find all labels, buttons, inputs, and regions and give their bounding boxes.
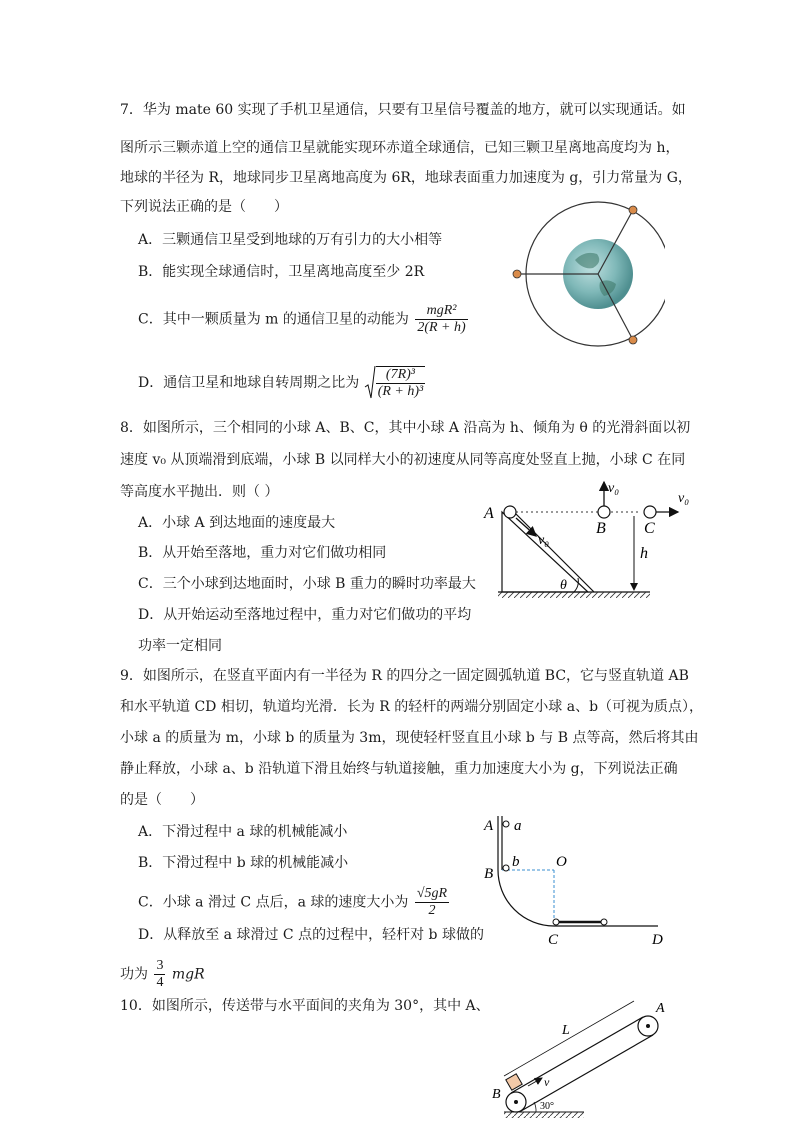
q7-figure: [505, 200, 665, 360]
q9-d-denominator: 4: [156, 975, 164, 990]
label-b: B: [596, 520, 606, 537]
belt-bottom: [521, 1035, 653, 1111]
label-b: B: [492, 1087, 501, 1102]
q9-d-suffix: mgR: [171, 966, 205, 983]
q9-stem-line-4: 静止释放，小球 a、b 沿轨道下滑且始终与轨道接触，重力加速度大小为 g，下列说法正确: [120, 761, 678, 777]
ball-a: [503, 821, 509, 827]
ball-c: [644, 506, 656, 518]
incline-triangle: [502, 512, 588, 592]
label-v0-a: v₀: [538, 533, 550, 548]
q9-d-numerator: 3: [156, 958, 164, 973]
label-theta: θ: [560, 578, 567, 593]
q9-option-b: B．下滑过程中 b 球的机械能减小: [138, 855, 349, 871]
ground-hatch: [504, 1112, 584, 1118]
q7-stem-line-1: 7．华为 mate 60 实现了手机卫星通信，只要有卫星信号覆盖的地方，就可以实现通话。如: [120, 102, 686, 118]
label-l: L: [562, 1023, 570, 1038]
q9-option-c: [138, 886, 451, 919]
q7-d-denominator: (R + h)³: [377, 384, 424, 399]
label-a-ball: a: [514, 818, 522, 834]
q7-option-d: [138, 365, 427, 401]
q7-option-c-text: C．其中一颗质量为 m 的通信卫星的动能为: [138, 311, 409, 328]
q7-d-numerator: (7R)³: [376, 367, 426, 384]
q9-option-d-line-2: [120, 958, 205, 991]
q7-c-numerator: mgR²: [415, 303, 467, 320]
q7-stem-line-3: 地球的半径为 R，地球同步卫星离地高度为 6R，地球表面重力加速度为 g，引力常量为 G，: [120, 170, 692, 186]
q9-figure: [478, 806, 678, 948]
q10-stem: 10．如图所示，传送带与水平面间的夹角为 30°，其中 A、: [120, 998, 490, 1014]
q7-stem-line-2: 图所示三颗赤道上空的通信卫星就能实现环赤道全球通信，已知三颗卫星离地高度均为 h，: [120, 140, 680, 156]
q7-option-c-fraction: [415, 303, 467, 336]
label-b-ball: b: [512, 854, 520, 870]
track-arc-bc: [498, 870, 554, 926]
q9-option-d-fraction: [154, 958, 165, 991]
q8-figure: [478, 478, 698, 606]
ball-on-cd: [601, 919, 607, 925]
q8-option-b: B．从开始至落地，重力对它们做功相同: [138, 545, 387, 561]
satellite-icon: [513, 270, 521, 278]
q9-option-d-line-1: D．从释放至 a 球滑过 C 点的过程中，轻杆对 b 球做的: [138, 927, 484, 943]
ball-at-c: [553, 919, 559, 925]
label-h: h: [640, 545, 648, 562]
label-c: C: [644, 520, 655, 537]
q7-option-c: [138, 303, 470, 336]
q9-option-c-text: C．小球 a 滑过 C 点后，a 球的速度大小为: [138, 894, 409, 911]
q8-stem-line-1: 8．如图所示，三个相同的小球 A、B、C，其中小球 A 沿高为 h、倾角为 θ 的光滑斜面以初: [120, 420, 691, 436]
label-v: v: [544, 1075, 550, 1089]
satellite-icon: [629, 206, 637, 214]
q8-option-c: C．三个小球到达地面时，小球 B 重力的瞬时功率最大: [138, 576, 476, 592]
q7-option-d-fraction: [376, 366, 426, 400]
q8-stem-line-3: 等高度水平抛出．则（ ）: [120, 484, 279, 500]
label-o: O: [556, 854, 567, 870]
label-c: C: [548, 932, 559, 948]
pulley-b-axle: [514, 1100, 518, 1104]
label-a: A: [656, 1001, 665, 1016]
q7-c-denominator: 2(R + h): [417, 320, 466, 335]
satellite-icon: [629, 336, 637, 344]
q10-figure: [484, 996, 684, 1120]
q9-c-denominator: 2: [428, 903, 436, 918]
label-d: D: [652, 932, 663, 948]
radical-sign-icon: [364, 365, 376, 401]
q8-option-a: A．小球 A 到达地面的速度最大: [138, 515, 336, 531]
q9-stem-line-5: 的是（ ）: [120, 792, 204, 808]
q9-option-c-fraction: [415, 886, 449, 919]
sqrt-icon: [364, 365, 428, 401]
label-b-point: B: [484, 866, 494, 882]
q7-option-a: A．三颗通信卫星受到地球的万有引力的大小相等: [138, 232, 443, 248]
ball-a: [504, 506, 516, 518]
q9-d-prefix: 功为: [120, 966, 148, 983]
label-a: A: [484, 505, 494, 522]
q8-option-d-line-2: 功率一定相同: [138, 638, 222, 654]
q7-stem-line-4: 下列说法正确的是（ ）: [120, 199, 288, 215]
length-dimension-line: [504, 1001, 634, 1076]
q8-option-d-line-1: D．从开始运动至落地过程中，重力对它们做功的平均: [138, 607, 472, 623]
label-angle: 30°: [540, 1101, 554, 1112]
label-v0-b: v₀: [608, 481, 620, 496]
label-a-point: A: [484, 818, 494, 834]
q8-stem-line-2: 速度 v₀ 从顶端滑到底端，小球 B 以同样大小的初速度从同等高度处竖直上抛，小球 C 在同: [120, 452, 686, 468]
belt-top: [511, 1017, 643, 1093]
q9-stem-line-1: 9．如图所示，在竖直平面内有一半径为 R 的四分之一固定圆弧轨道 BC，它与竖直轨道 AB: [120, 668, 689, 684]
q9-c-numerator: √5gR: [416, 886, 448, 901]
incline-surface: [514, 512, 594, 592]
ground-hatch: [498, 592, 650, 598]
q7-option-b: B．能实现全球通信时，卫星离地高度至少 2R: [138, 264, 425, 280]
q9-stem-line-3: 小球 a 的质量为 m，小球 b 的质量为 3m，现使轻杆竖直且小球 b 与 B 点等高，然后将其由: [120, 730, 699, 746]
q9-option-a: A．下滑过程中 a 球的机械能减小: [138, 824, 348, 840]
label-v0-c: v₀: [678, 491, 690, 506]
ball-b: [503, 865, 509, 871]
q9-stem-line-2: 和水平轨道 CD 相切，轨道均光滑．长为 R 的轻杆的两端分别固定小球 a、b（可视为质点），: [120, 699, 704, 715]
q7-option-d-text: D．通信卫星和地球自转周期之比为: [138, 375, 360, 391]
pulley-a-axle: [646, 1024, 650, 1028]
ball-b: [598, 506, 610, 518]
angle-arc: [534, 1102, 536, 1112]
